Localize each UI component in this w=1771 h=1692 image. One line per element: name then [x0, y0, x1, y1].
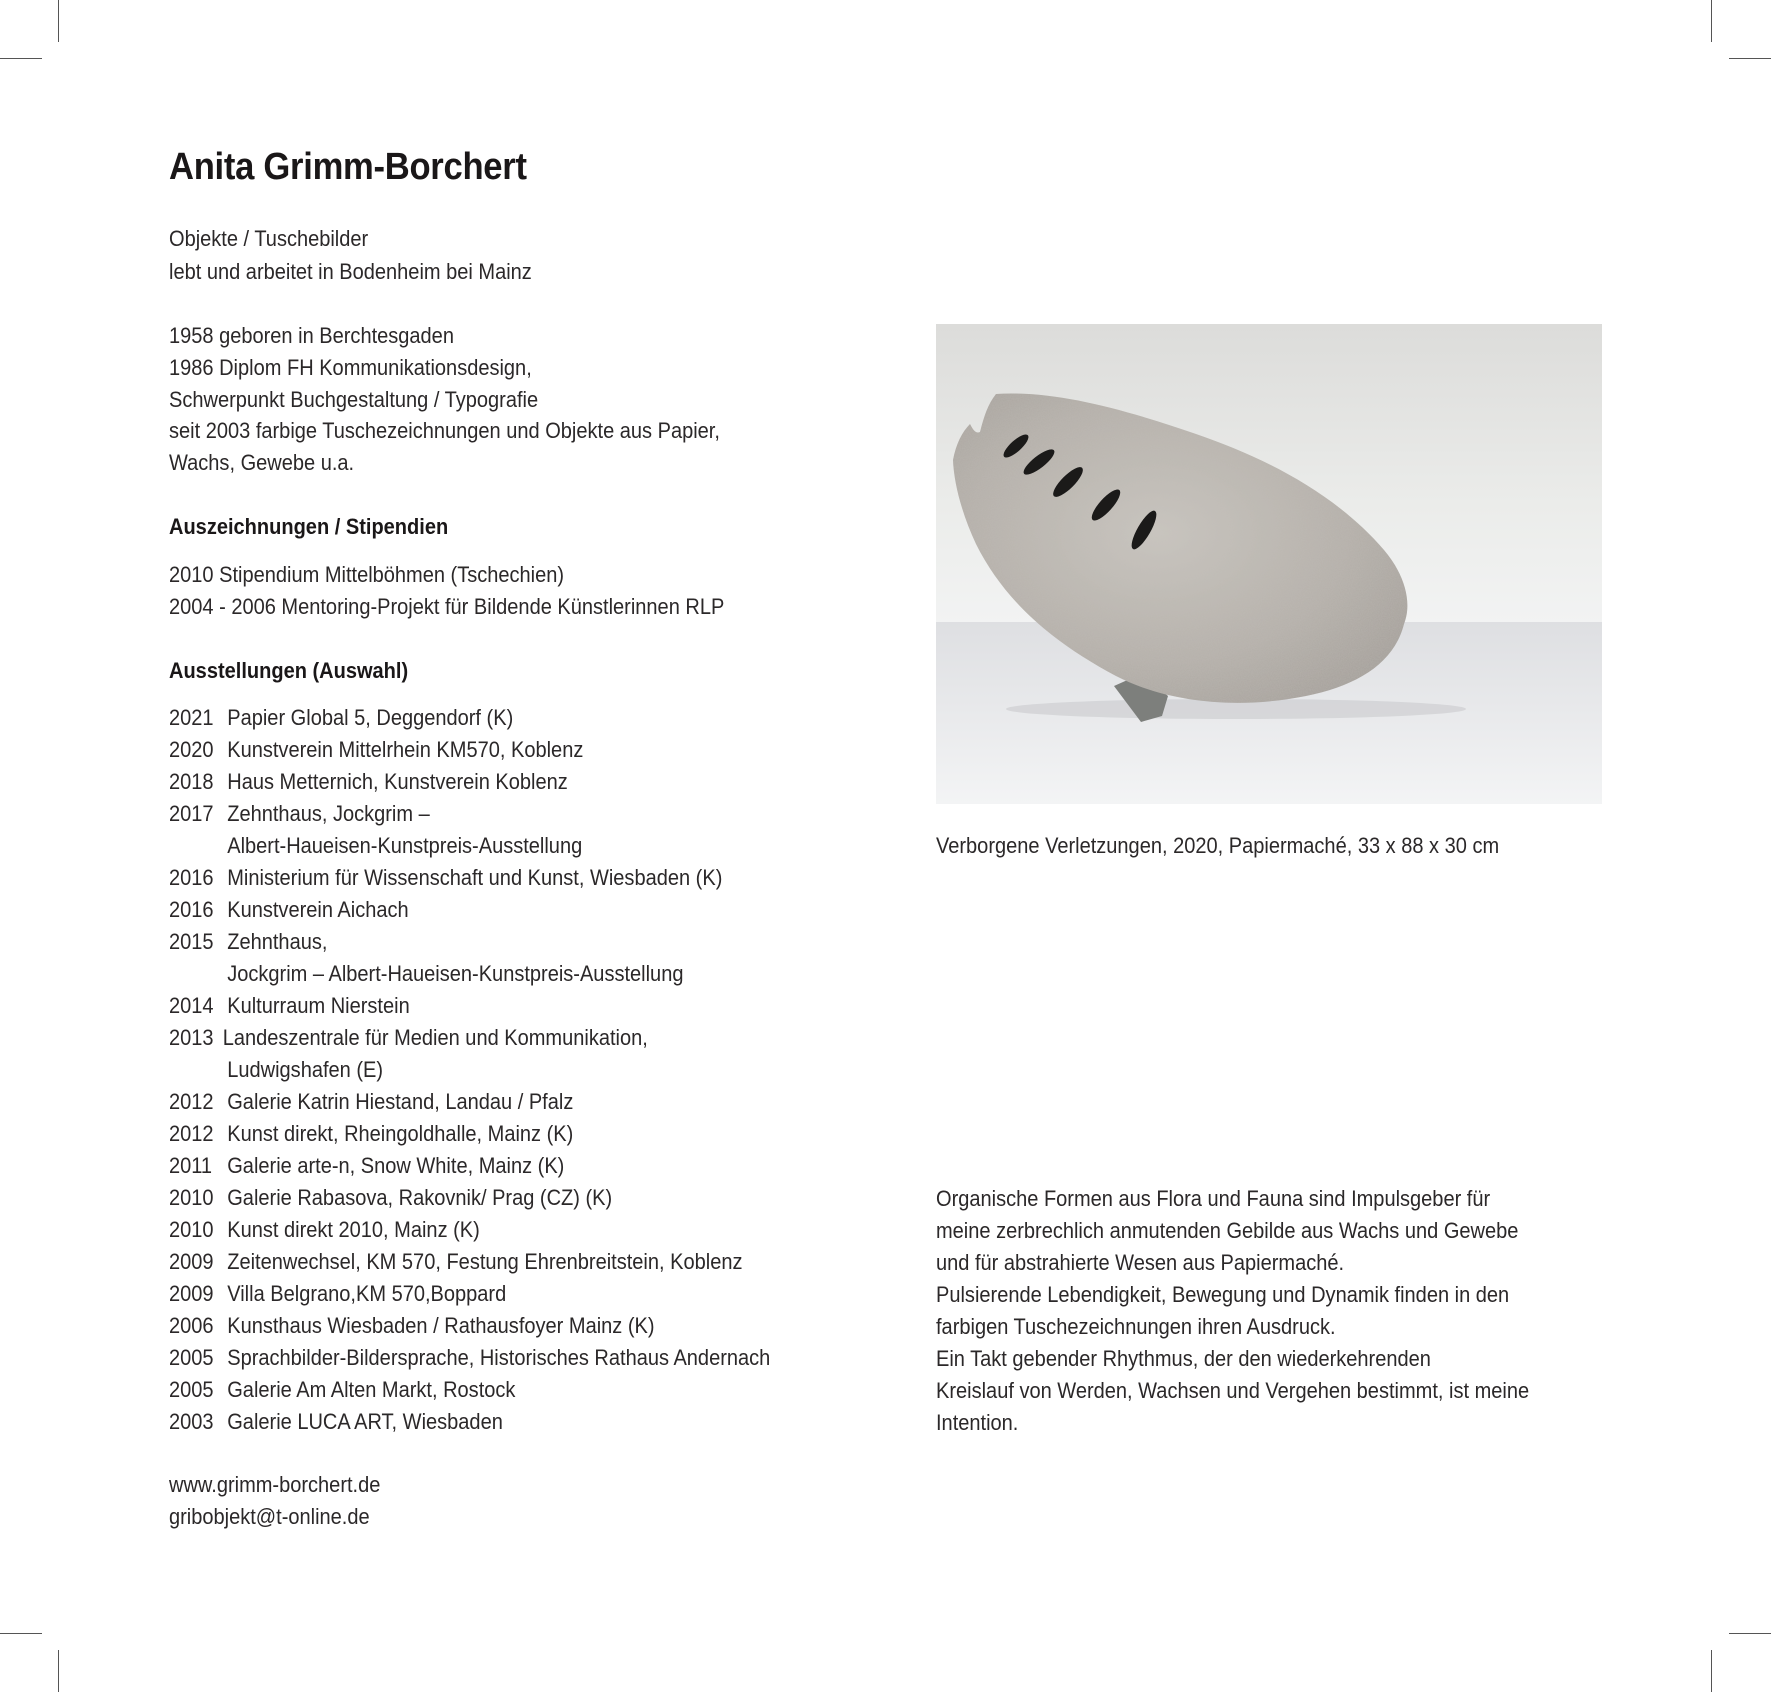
exhibition-event-continuation: Albert-Haueisen-Kunstpreis-Ausstellung	[227, 833, 583, 858]
crop-mark-bottom-right-vertical	[1711, 1650, 1712, 1692]
exhibition-event: Ministerium für Wissenschaft und Kunst, Wiesbaden (K)	[227, 865, 723, 890]
exhibition-event-continuation: Jockgrim – Albert-Haueisen-Kunstpreis-Ausstellung	[227, 961, 684, 986]
exhibition-item	[169, 1406, 503, 1438]
exhibition-event: Kunstverein Aichach	[227, 897, 409, 922]
bio-line: Schwerpunkt Buchgestaltung / Typografie	[169, 387, 539, 412]
exhibition-item	[169, 1022, 648, 1054]
exhibition-year: 2011	[169, 1153, 213, 1178]
crop-mark-bottom-left-vertical	[58, 1650, 59, 1692]
statement-line: Organische Formen aus Flora und Fauna sind Impulsgeber für	[936, 1186, 1491, 1211]
statement-line: meine zerbrechlich anmutenden Gebilde aus Wachs und Gewebe	[936, 1218, 1519, 1243]
exhibition-event: Galerie Am Alten Markt, Rostock	[227, 1377, 516, 1402]
crop-mark-top-left-horizontal	[0, 58, 42, 59]
bio-line: Wachs, Gewebe u.a.	[169, 450, 355, 475]
award-item: 2010 Stipendium Mittelböhmen (Tschechien)	[169, 562, 565, 587]
exhibition-event: Kulturraum Nierstein	[227, 993, 410, 1018]
statement-line: Ein Takt gebender Rhythmus, der den wiederkehrenden	[936, 1346, 1431, 1371]
exhibition-event: Galerie LUCA ART, Wiesbaden	[227, 1409, 503, 1434]
exhibition-year: 2012	[169, 1121, 214, 1146]
website-link[interactable]: www.grimm-borchert.de	[169, 1472, 381, 1497]
exhibition-year: 2016	[169, 865, 214, 890]
exhibition-item	[169, 1342, 770, 1374]
crop-mark-bottom-right-horizontal	[1729, 1633, 1771, 1634]
exhibition-year: 2009	[169, 1281, 214, 1306]
exhibition-event: Landeszentrale für Medien und Kommunikation,	[222, 1025, 648, 1050]
statement-line: Pulsierende Lebendigkeit, Bewegung und Dynamik finden in den	[936, 1282, 1510, 1307]
exhibitions-heading: Ausstellungen (Auswahl)	[169, 658, 409, 683]
exhibition-year: 2010	[169, 1185, 214, 1210]
statement-line: Intention.	[936, 1410, 1019, 1435]
exhibition-year: 2012	[169, 1089, 214, 1114]
exhibition-item	[169, 798, 430, 830]
bio-line: 1958 geboren in Berchtesgaden	[169, 323, 454, 348]
exhibition-item	[169, 1086, 573, 1118]
awards-heading: Auszeichnungen / Stipendien	[169, 514, 449, 539]
exhibition-item	[169, 1246, 742, 1278]
exhibition-item	[169, 766, 568, 798]
exhibition-event: Haus Metternich, Kunstverein Koblenz	[227, 769, 568, 794]
exhibition-item	[169, 1374, 515, 1406]
exhibition-year: 2020	[169, 737, 214, 762]
exhibition-event: Kunst direkt, Rheingoldhalle, Mainz (K)	[227, 1121, 574, 1146]
exhibition-item	[169, 894, 409, 926]
award-item: 2004 - 2006 Mentoring-Projekt für Bildende Künstlerinnen RLP	[169, 594, 725, 619]
exhibition-event: Kunst direkt 2010, Mainz (K)	[227, 1217, 480, 1242]
exhibition-event: Zehnthaus, Jockgrim –	[227, 801, 430, 826]
exhibition-event: Papier Global 5, Deggendorf (K)	[227, 705, 514, 730]
exhibition-item	[169, 1278, 506, 1310]
exhibition-year: 2003	[169, 1409, 214, 1434]
exhibition-event: Galerie arte-n, Snow White, Mainz (K)	[227, 1153, 565, 1178]
exhibition-year: 2017	[169, 801, 214, 826]
exhibition-year: 2013	[169, 1025, 214, 1050]
artist-residence: lebt und arbeitet in Bodenheim bei Mainz	[169, 259, 532, 284]
exhibition-event: Kunsthaus Wiesbaden / Rathausfoyer Mainz (K)	[227, 1313, 655, 1338]
exhibition-year: 2005	[169, 1377, 214, 1402]
bio-line: 1986 Diplom FH Kommunikationsdesign,	[169, 355, 532, 380]
statement-line: farbigen Tuschezeichnungen ihren Ausdruck.	[936, 1314, 1336, 1339]
exhibition-item	[169, 1118, 573, 1150]
exhibition-year: 2018	[169, 769, 214, 794]
exhibition-year: 2006	[169, 1313, 214, 1338]
exhibition-event: Zeitenwechsel, KM 570, Festung Ehrenbreitstein, Koblenz	[227, 1249, 743, 1274]
statement-line: Kreislauf von Werden, Wachsen und Vergehen bestimmt, ist meine	[936, 1378, 1530, 1403]
exhibition-item	[169, 702, 513, 734]
exhibition-item	[169, 1182, 612, 1214]
exhibition-item	[169, 734, 583, 766]
exhibition-item	[169, 1310, 655, 1342]
exhibition-year: 2015	[169, 929, 214, 954]
exhibition-year: 2014	[169, 993, 214, 1018]
crop-mark-bottom-left-horizontal	[0, 1633, 42, 1634]
sculpture-image	[936, 324, 1602, 804]
exhibition-event: Kunstverein Mittelrhein KM570, Koblenz	[227, 737, 584, 762]
exhibition-item	[169, 926, 327, 958]
exhibition-year: 2005	[169, 1345, 214, 1370]
artwork-caption: Verborgene Verletzungen, 2020, Papiermaché, 33 x 88 x 30 cm	[936, 833, 1500, 858]
exhibition-year: 2010	[169, 1217, 214, 1242]
exhibition-year: 2016	[169, 897, 214, 922]
exhibition-year: 2021	[169, 705, 214, 730]
exhibition-item	[169, 990, 410, 1022]
artwork-photo	[936, 324, 1602, 804]
exhibition-item	[169, 1150, 564, 1182]
exhibition-event: Villa Belgrano,KM 570,Boppard	[227, 1281, 507, 1306]
bio-line: seit 2003 farbige Tuschezeichnungen und Objekte aus Papier,	[169, 418, 720, 443]
artist-name: Anita Grimm-Borchert	[169, 146, 527, 188]
exhibition-item	[169, 862, 722, 894]
statement-line: und für abstrahierte Wesen aus Papiermaché.	[936, 1250, 1345, 1275]
exhibition-event: Galerie Rabasova, Rakovnik/ Prag (CZ) (K)	[227, 1185, 613, 1210]
exhibition-event: Galerie Katrin Hiestand, Landau / Pfalz	[227, 1089, 574, 1114]
crop-mark-top-right-horizontal	[1729, 58, 1771, 59]
artist-disciplines: Objekte / Tuschebilder	[169, 226, 369, 251]
exhibition-event: Sprachbilder-Bildersprache, Historisches Rathaus Andernach	[227, 1345, 771, 1370]
crop-mark-top-left-vertical	[58, 0, 59, 42]
crop-mark-top-right-vertical	[1711, 0, 1712, 42]
exhibition-event: Zehnthaus,	[227, 929, 328, 954]
exhibition-year: 2009	[169, 1249, 214, 1274]
exhibition-event-continuation: Ludwigshafen (E)	[227, 1057, 384, 1082]
email-link[interactable]: gribobjekt@t-online.de	[169, 1504, 370, 1529]
exhibition-item	[169, 1214, 480, 1246]
